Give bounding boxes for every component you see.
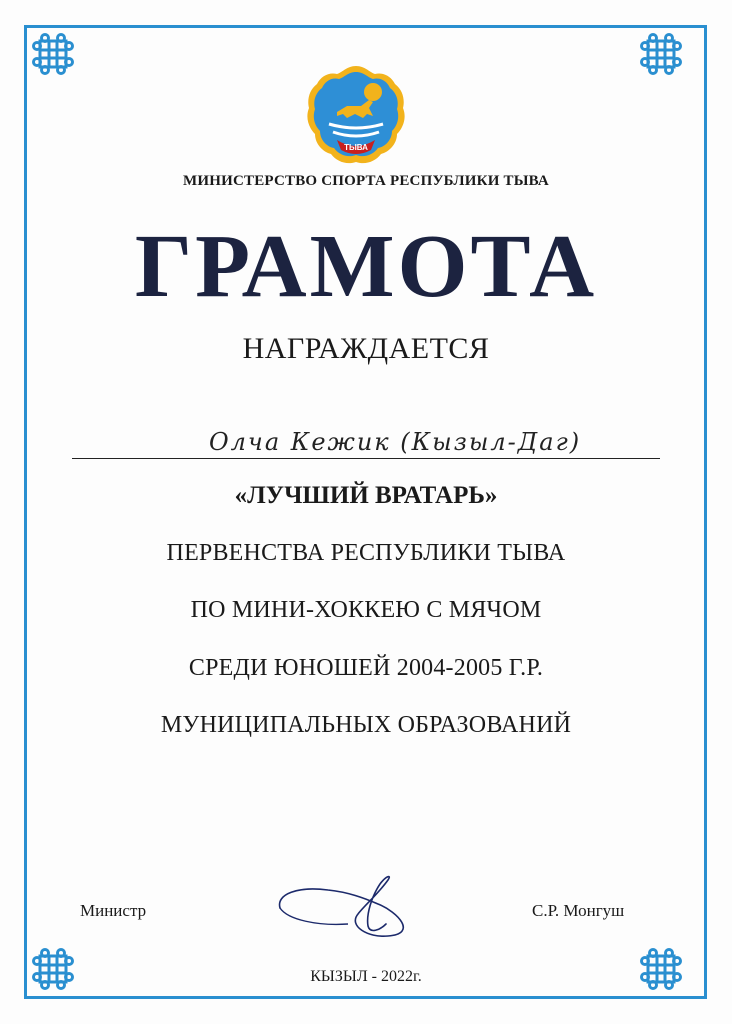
place-date: КЫЗЫЛ - 2022г. bbox=[310, 968, 422, 985]
border-frame bbox=[24, 25, 707, 999]
recipient-name: Олча Кежик (Кызыл-Даг) bbox=[208, 428, 582, 456]
signatory-name: С.Р. Монгуш bbox=[532, 901, 625, 920]
signature bbox=[268, 864, 418, 944]
endless-knot-icon bbox=[32, 33, 74, 75]
certificate-title: ГРАМОТА bbox=[134, 217, 598, 316]
awarded-label: НАГРАЖДАЕТСЯ bbox=[242, 332, 490, 365]
nomination-title: «ЛУЧШИЙ ВРАТАРЬ» bbox=[234, 482, 498, 509]
description-line: ПО МИНИ-ХОККЕЮ С МЯЧОМ bbox=[190, 597, 542, 623]
description-line: ПЕРВЕНСТВА РЕСПУБЛИКИ ТЫВА bbox=[166, 540, 566, 566]
minister-position: Министр bbox=[80, 901, 147, 920]
endless-knot-icon bbox=[640, 33, 682, 75]
description-line: СРЕДИ ЮНОШЕЙ 2004-2005 Г.Р. bbox=[188, 655, 544, 681]
description-line: МУНИЦИПАЛЬНЫХ ОБРАЗОВАНИЙ bbox=[160, 712, 572, 738]
ministry-name: МИНИСТЕРСТВО СПОРТА РЕСПУБЛИКИ ТЫВА bbox=[183, 173, 549, 189]
tuva-emblem bbox=[303, 62, 409, 168]
emblem-text: ТЫВА bbox=[344, 143, 368, 152]
recipient-underline bbox=[72, 458, 660, 459]
